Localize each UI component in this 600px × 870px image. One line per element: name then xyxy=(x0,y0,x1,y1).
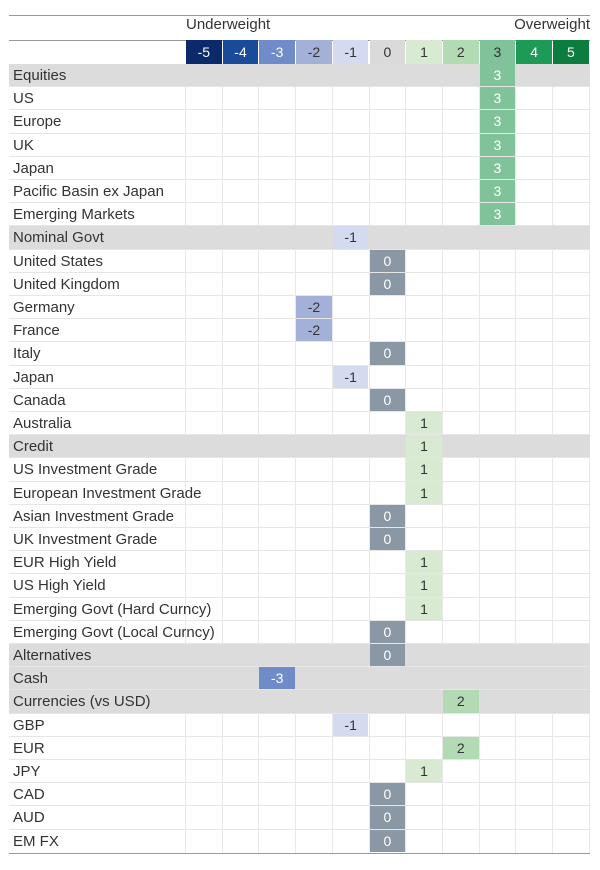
row-label: France xyxy=(13,322,60,340)
row-label: Germany xyxy=(13,299,75,316)
row-separator xyxy=(9,573,590,574)
value-cell: 1 xyxy=(406,598,442,620)
row-label: United Kingdom xyxy=(13,275,120,293)
bottom-rule xyxy=(9,853,590,854)
row-label: Emerging Govt (Hard Curncy) xyxy=(13,600,212,618)
row-separator xyxy=(9,109,590,110)
column-separator xyxy=(258,64,259,853)
value-cell: 1 xyxy=(406,551,442,573)
category-label: Currencies (vs USD) xyxy=(13,693,151,711)
row-separator xyxy=(9,295,590,296)
underweight-label: Underweight xyxy=(186,16,271,33)
row-separator xyxy=(9,713,590,714)
row-separator xyxy=(9,597,590,598)
value-cell: 0 xyxy=(370,806,406,828)
row-label: US xyxy=(13,90,34,108)
row-label: Europe xyxy=(13,113,62,131)
value-cell: 0 xyxy=(370,250,406,272)
value-cell: 3 xyxy=(480,64,516,86)
value-cell: 0 xyxy=(370,528,406,550)
row-label: US High Yield xyxy=(13,577,106,595)
row-label: UK xyxy=(13,136,34,154)
scale-cell: 2 xyxy=(443,40,479,64)
overweight-label: Overweight xyxy=(514,16,590,33)
scale-cell: -1 xyxy=(333,40,369,64)
column-separator xyxy=(295,64,296,853)
row-label: Pacific Basin ex Japan xyxy=(13,183,164,200)
row-label: AUD xyxy=(13,809,45,827)
value-cell: 0 xyxy=(370,644,406,666)
scale-cell: 1 xyxy=(406,40,442,64)
value-cell: 0 xyxy=(370,273,406,295)
value-cell: 0 xyxy=(370,783,406,805)
row-separator xyxy=(9,434,590,435)
category-label: Credit xyxy=(13,438,54,456)
row-separator xyxy=(9,225,590,226)
category-band xyxy=(9,644,590,666)
scale-cell: 5 xyxy=(553,40,589,64)
row-separator xyxy=(9,133,590,134)
row-separator xyxy=(9,249,590,250)
row-separator xyxy=(9,481,590,482)
value-cell: 3 xyxy=(480,203,516,225)
scale-cell: -5 xyxy=(186,40,222,64)
value-cell: 2 xyxy=(443,737,479,759)
row-separator xyxy=(9,272,590,273)
row-separator xyxy=(9,527,590,528)
scale-cell: -2 xyxy=(296,40,332,64)
value-cell: 0 xyxy=(370,389,406,411)
row-label: Italy xyxy=(13,345,41,363)
row-separator xyxy=(9,759,590,760)
row-label: Emerging Govt (Local Curncy) xyxy=(13,623,215,641)
row-separator xyxy=(9,504,590,505)
value-cell: -1 xyxy=(333,226,369,248)
row-separator xyxy=(9,805,590,806)
row-separator xyxy=(9,620,590,621)
value-cell: -2 xyxy=(296,296,332,318)
row-separator xyxy=(9,86,590,87)
value-cell: 1 xyxy=(406,412,442,434)
row-label: CAD xyxy=(13,786,45,804)
row-label: US Investment Grade xyxy=(13,461,158,479)
row-label: JPY xyxy=(13,763,41,780)
row-label: Japan xyxy=(13,368,54,386)
top-rule xyxy=(9,15,590,16)
column-separator xyxy=(552,64,553,853)
category-label: Cash xyxy=(13,670,49,688)
row-separator xyxy=(9,643,590,644)
row-separator xyxy=(9,365,590,366)
value-cell: 0 xyxy=(370,830,406,852)
row-separator xyxy=(9,318,590,319)
value-cell: 1 xyxy=(406,435,442,457)
row-label: UK Investment Grade xyxy=(13,531,158,548)
value-cell: -1 xyxy=(333,714,369,736)
column-separator xyxy=(369,64,370,853)
column-separator xyxy=(442,64,443,853)
row-label: European Investment Grade xyxy=(13,484,202,502)
value-cell: -3 xyxy=(259,667,295,689)
row-separator xyxy=(9,179,590,180)
value-cell: 3 xyxy=(480,157,516,179)
row-separator xyxy=(9,202,590,203)
row-separator xyxy=(9,388,590,389)
value-cell: -2 xyxy=(296,319,332,341)
row-label: Japan xyxy=(13,159,54,177)
category-label: Nominal Govt xyxy=(13,229,104,247)
value-cell: 0 xyxy=(370,505,406,527)
row-label: Canada xyxy=(13,391,66,409)
category-label: Alternatives xyxy=(13,647,92,664)
scale-cell: -3 xyxy=(259,40,295,64)
column-separator xyxy=(589,64,590,853)
row-separator xyxy=(9,666,590,667)
value-cell: 3 xyxy=(480,110,516,132)
row-separator xyxy=(9,156,590,157)
row-separator xyxy=(9,689,590,690)
value-cell: 1 xyxy=(406,482,442,504)
value-cell: -1 xyxy=(333,366,369,388)
row-separator xyxy=(9,736,590,737)
value-cell: 3 xyxy=(480,87,516,109)
scale-cell: -4 xyxy=(223,40,259,64)
value-cell: 3 xyxy=(480,180,516,202)
row-separator xyxy=(9,341,590,342)
row-label: Asian Investment Grade xyxy=(13,507,174,525)
scale-cell: 0 xyxy=(370,40,406,64)
category-band xyxy=(9,667,590,689)
row-label: Emerging Markets xyxy=(13,206,135,224)
row-separator xyxy=(9,457,590,458)
row-separator xyxy=(9,782,590,783)
row-separator xyxy=(9,411,590,412)
row-label: EUR xyxy=(13,739,45,757)
row-label: United States xyxy=(13,252,104,270)
value-cell: 0 xyxy=(370,342,406,364)
row-label: EM FX xyxy=(13,832,59,850)
column-separator xyxy=(222,64,223,853)
category-band xyxy=(9,435,590,457)
value-cell: 1 xyxy=(406,458,442,480)
column-separator xyxy=(185,64,186,853)
row-label: GBP xyxy=(13,716,45,734)
value-cell: 3 xyxy=(480,134,516,156)
row-label: EUR High Yield xyxy=(13,554,117,572)
value-cell: 1 xyxy=(406,760,442,782)
row-separator xyxy=(9,550,590,551)
value-cell: 2 xyxy=(443,690,479,712)
value-cell: 0 xyxy=(370,621,406,643)
value-cell: 1 xyxy=(406,574,442,596)
column-separator xyxy=(515,64,516,853)
row-label: Australia xyxy=(13,415,72,432)
row-separator xyxy=(9,829,590,830)
scale-cell: 4 xyxy=(516,40,552,64)
scale-cell: 3 xyxy=(480,40,516,64)
category-label: Equities xyxy=(13,67,67,84)
